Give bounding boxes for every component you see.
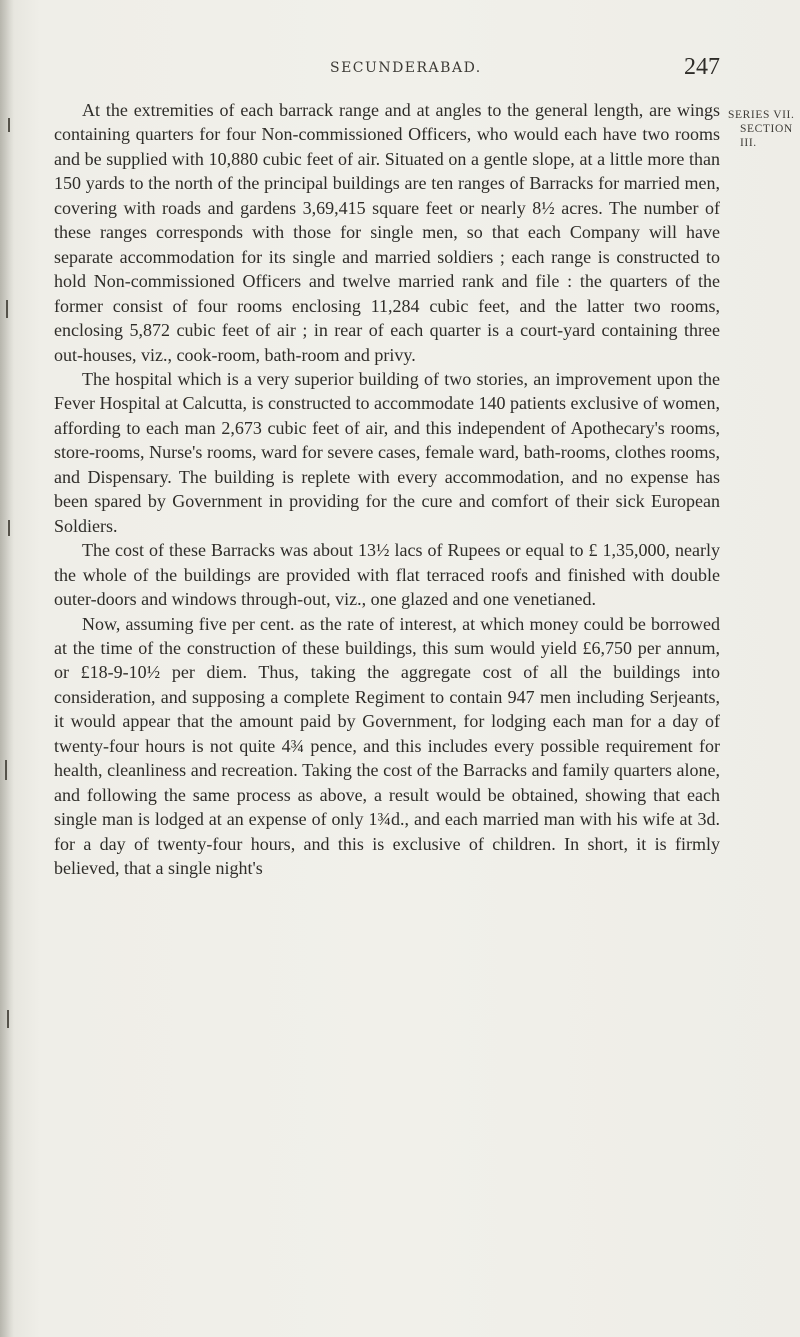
page-gutter-shadow (0, 0, 14, 1337)
binding-mark (8, 118, 10, 132)
body-text (54, 98, 720, 881)
paragraph-3: The cost of these Barracks was about 13½ lacs of Rupees or equal to £ 1,35,000, nearly the whole of the buildings are provided with flat terraced roofs and finished with double outer-doors and windows through-out, viz., one glazed and one venetianed. (54, 540, 720, 610)
binding-mark (7, 1010, 9, 1028)
paragraph-4: Now, assuming five per cent. as the rate of interest, at which money could be borrowed at the time of the construction of these buildings, this sum would yield £6,750 per annum, or £18-9-10½ per diem. Thus, taking the aggregate cost of all the buildings into consideration, and supposing a complete Regiment to contain 947 men including Serjeants, it would appear that the amount paid by Government, for lodging each man for a day of twenty-four hours is not quite 4¾ pence, and this includes every possible requirement for health, cleanliness and recreation. Taking the cost of the Barracks and family quarters alone, and following the same process as above, a result would be obtained, showing that each single man is lodged at an expense of only 1¾d., and each married man with his wife at 3d. for a day of twenty-four hours, and this is exclusive of children. In short, it is firmly believed, that a single night's (54, 613, 720, 879)
paragraph-2: The hospital which is a very superior building of two stories, an improvement upon the Fever Hospital at Calcutta, is constructed to accommodate 140 patients exclusive of women, affording to each man 2,673 cubic feet of air, and this independent of Apothecary's rooms, store-rooms, Nurse's rooms, ward for severe cases, female ward, bath-rooms, clothes rooms, and Dispensary. The building is replete with every accommodation, and no expense has been spared by Government in providing for the cure and comfort of their sick European Soldiers. (54, 368, 720, 536)
margin-note-series: SERIES VII. (728, 109, 795, 121)
margin-note-section: SECTION III. (740, 123, 793, 149)
margin-note (728, 108, 798, 150)
binding-mark (8, 520, 10, 536)
page-number: 247 (684, 54, 720, 80)
binding-mark (6, 300, 8, 318)
paragraph-1: At the extremities of each barrack range and at angles to the general length, are wings containing quarters for four Non-commissioned Officers, who would each have two rooms and be supplied with 10,880 cubic feet of air. Situated on a gentle slope, at a little more than 150 yards to the north of the principal buildings are ten ranges of Barracks for married men, covering with roads and gardens 3,69,415 square feet or nearly 8½ acres. The number of these ranges corresponds with those for single men, so that each Company will have separate accommodation for its single and married soldiers ; each range is constructed to hold Non-commissioned Officers and twelve married rank and file : the quarters of the former consist of four rooms enclosing 11,284 cubic feet, and the latter two rooms, enclosing 5,872 cubic feet of air ; in rear of each quarter is a court-yard containing three out-houses, viz., cook-room, bath-room and privy. (54, 100, 720, 365)
page-header (250, 54, 720, 100)
running-head: SECUNDERABAD. (330, 60, 482, 76)
binding-mark (5, 760, 7, 780)
